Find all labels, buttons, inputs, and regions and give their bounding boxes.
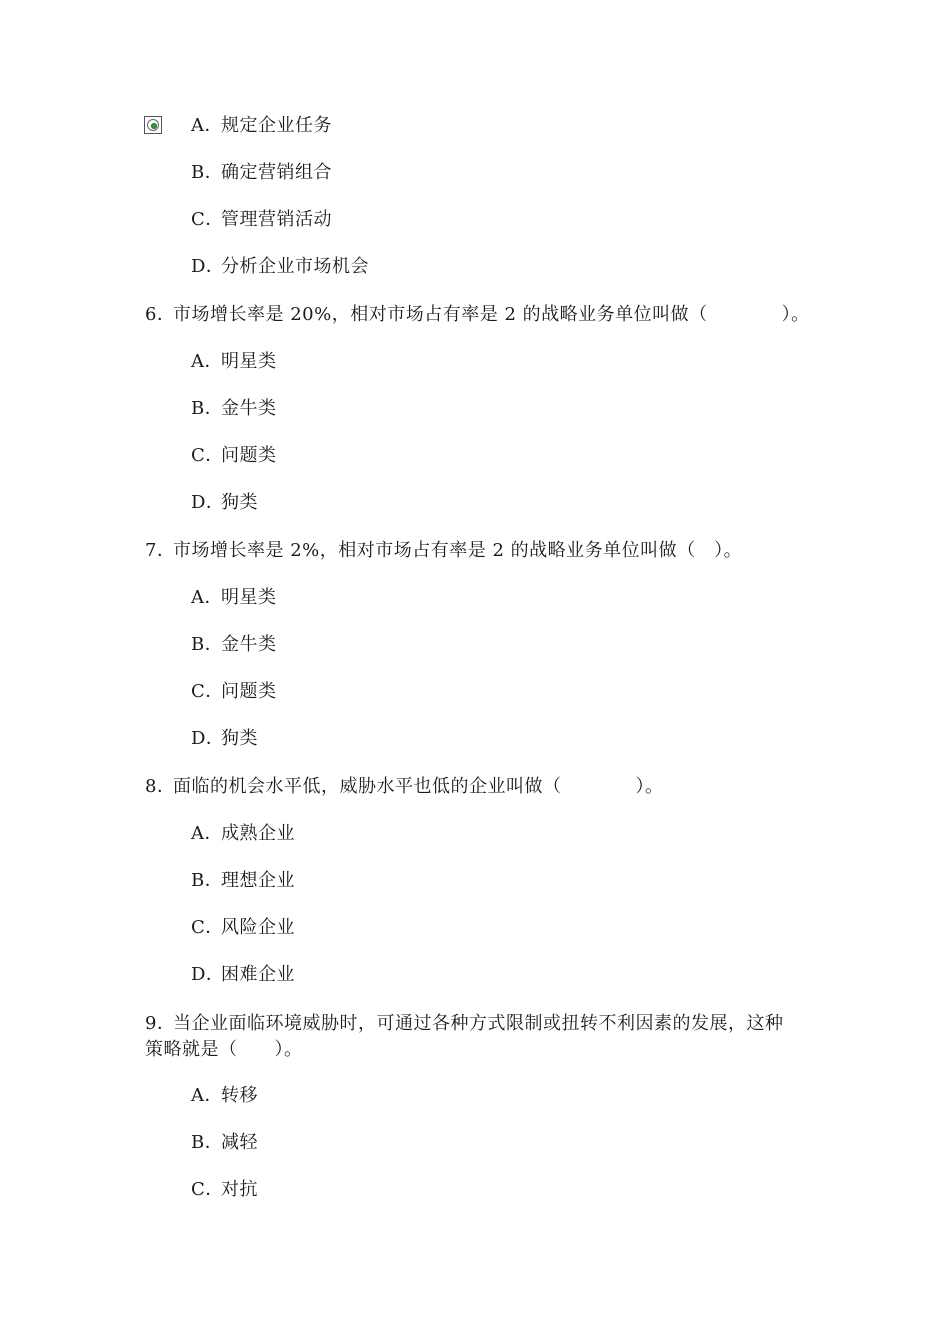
question-text-line1: 当企业面临环境威胁时，可通过各种方式限制或扭转不利因素的发展，这种 xyxy=(173,1013,784,1034)
q5-option-c[interactable] xyxy=(191,208,332,232)
question-number: 8． xyxy=(145,776,176,797)
option-letter: C． xyxy=(191,209,224,230)
question-text: 市场增长率是 20%，相对市场占有率是 2 的战略业务单位叫做（ ）。 xyxy=(173,304,810,325)
q7-option-c[interactable] xyxy=(191,680,277,704)
q7-option-a[interactable] xyxy=(191,586,277,610)
q6-option-d[interactable] xyxy=(191,491,258,515)
option-text: 风险企业 xyxy=(221,917,295,938)
option-letter: B． xyxy=(191,870,224,891)
question-number: 9． xyxy=(145,1013,176,1034)
option-text: 金牛类 xyxy=(221,398,277,419)
radio-selected-icon[interactable] xyxy=(144,116,162,134)
q6-option-c[interactable] xyxy=(191,444,277,468)
q8-option-a[interactable] xyxy=(191,822,295,846)
option-letter: D． xyxy=(191,256,225,277)
option-letter: A． xyxy=(191,115,223,136)
radio-ring xyxy=(147,119,159,131)
question-number: 7． xyxy=(145,540,176,561)
option-letter: A． xyxy=(191,1085,223,1106)
option-text: 分析企业市场机会 xyxy=(221,256,369,277)
question-text: 市场增长率是 2%，相对市场占有率是 2 的战略业务单位叫做（ ）。 xyxy=(173,540,743,561)
option-text: 问题类 xyxy=(221,681,277,702)
q5-option-d[interactable] xyxy=(191,255,369,279)
q7-option-d[interactable] xyxy=(191,727,258,751)
question-8 xyxy=(145,775,664,799)
option-text: 狗类 xyxy=(221,728,258,749)
question-6 xyxy=(145,303,810,327)
radio-dot xyxy=(151,123,157,129)
q9-option-b[interactable] xyxy=(191,1131,258,1155)
option-letter: B． xyxy=(191,1132,224,1153)
option-letter: D． xyxy=(191,964,225,985)
q5-option-a[interactable] xyxy=(191,114,332,138)
option-letter: C． xyxy=(191,681,224,702)
option-letter: A． xyxy=(191,823,223,844)
question-7 xyxy=(145,539,742,563)
option-letter: A． xyxy=(191,587,223,608)
option-text: 规定企业任务 xyxy=(221,115,332,136)
q8-option-b[interactable] xyxy=(191,869,295,893)
option-letter: C． xyxy=(191,917,224,938)
q8-option-d[interactable] xyxy=(191,963,295,987)
q8-option-c[interactable] xyxy=(191,916,295,940)
q7-option-b[interactable] xyxy=(191,633,277,657)
q5-option-b[interactable] xyxy=(191,161,332,185)
option-letter: A． xyxy=(191,351,223,372)
option-letter: C． xyxy=(191,445,224,466)
question-number: 6． xyxy=(145,304,176,325)
question-text: 面临的机会水平低，威胁水平也低的企业叫做（ ）。 xyxy=(173,776,664,797)
option-text: 减轻 xyxy=(221,1132,258,1153)
question-9-continued xyxy=(145,1038,303,1062)
option-letter: B． xyxy=(191,162,224,183)
q9-option-a[interactable] xyxy=(191,1084,258,1108)
q9-option-c[interactable] xyxy=(191,1178,258,1202)
option-letter: D． xyxy=(191,728,225,749)
question-text-line2: 策略就是（ ）。 xyxy=(145,1039,303,1060)
option-text: 狗类 xyxy=(221,492,258,513)
q6-option-b[interactable] xyxy=(191,397,277,421)
option-letter: B． xyxy=(191,398,224,419)
option-text: 对抗 xyxy=(221,1179,258,1200)
option-text: 明星类 xyxy=(221,351,277,372)
option-letter: B． xyxy=(191,634,224,655)
option-text: 明星类 xyxy=(221,587,277,608)
option-text: 理想企业 xyxy=(221,870,295,891)
question-9 xyxy=(145,1012,784,1036)
q6-option-a[interactable] xyxy=(191,350,277,374)
option-text: 管理营销活动 xyxy=(221,209,332,230)
option-text: 转移 xyxy=(221,1085,258,1106)
option-text: 问题类 xyxy=(221,445,277,466)
option-text: 金牛类 xyxy=(221,634,277,655)
option-text: 确定营销组合 xyxy=(221,162,332,183)
option-text: 困难企业 xyxy=(221,964,295,985)
option-letter: C． xyxy=(191,1179,224,1200)
option-text: 成熟企业 xyxy=(221,823,295,844)
option-letter: D． xyxy=(191,492,225,513)
